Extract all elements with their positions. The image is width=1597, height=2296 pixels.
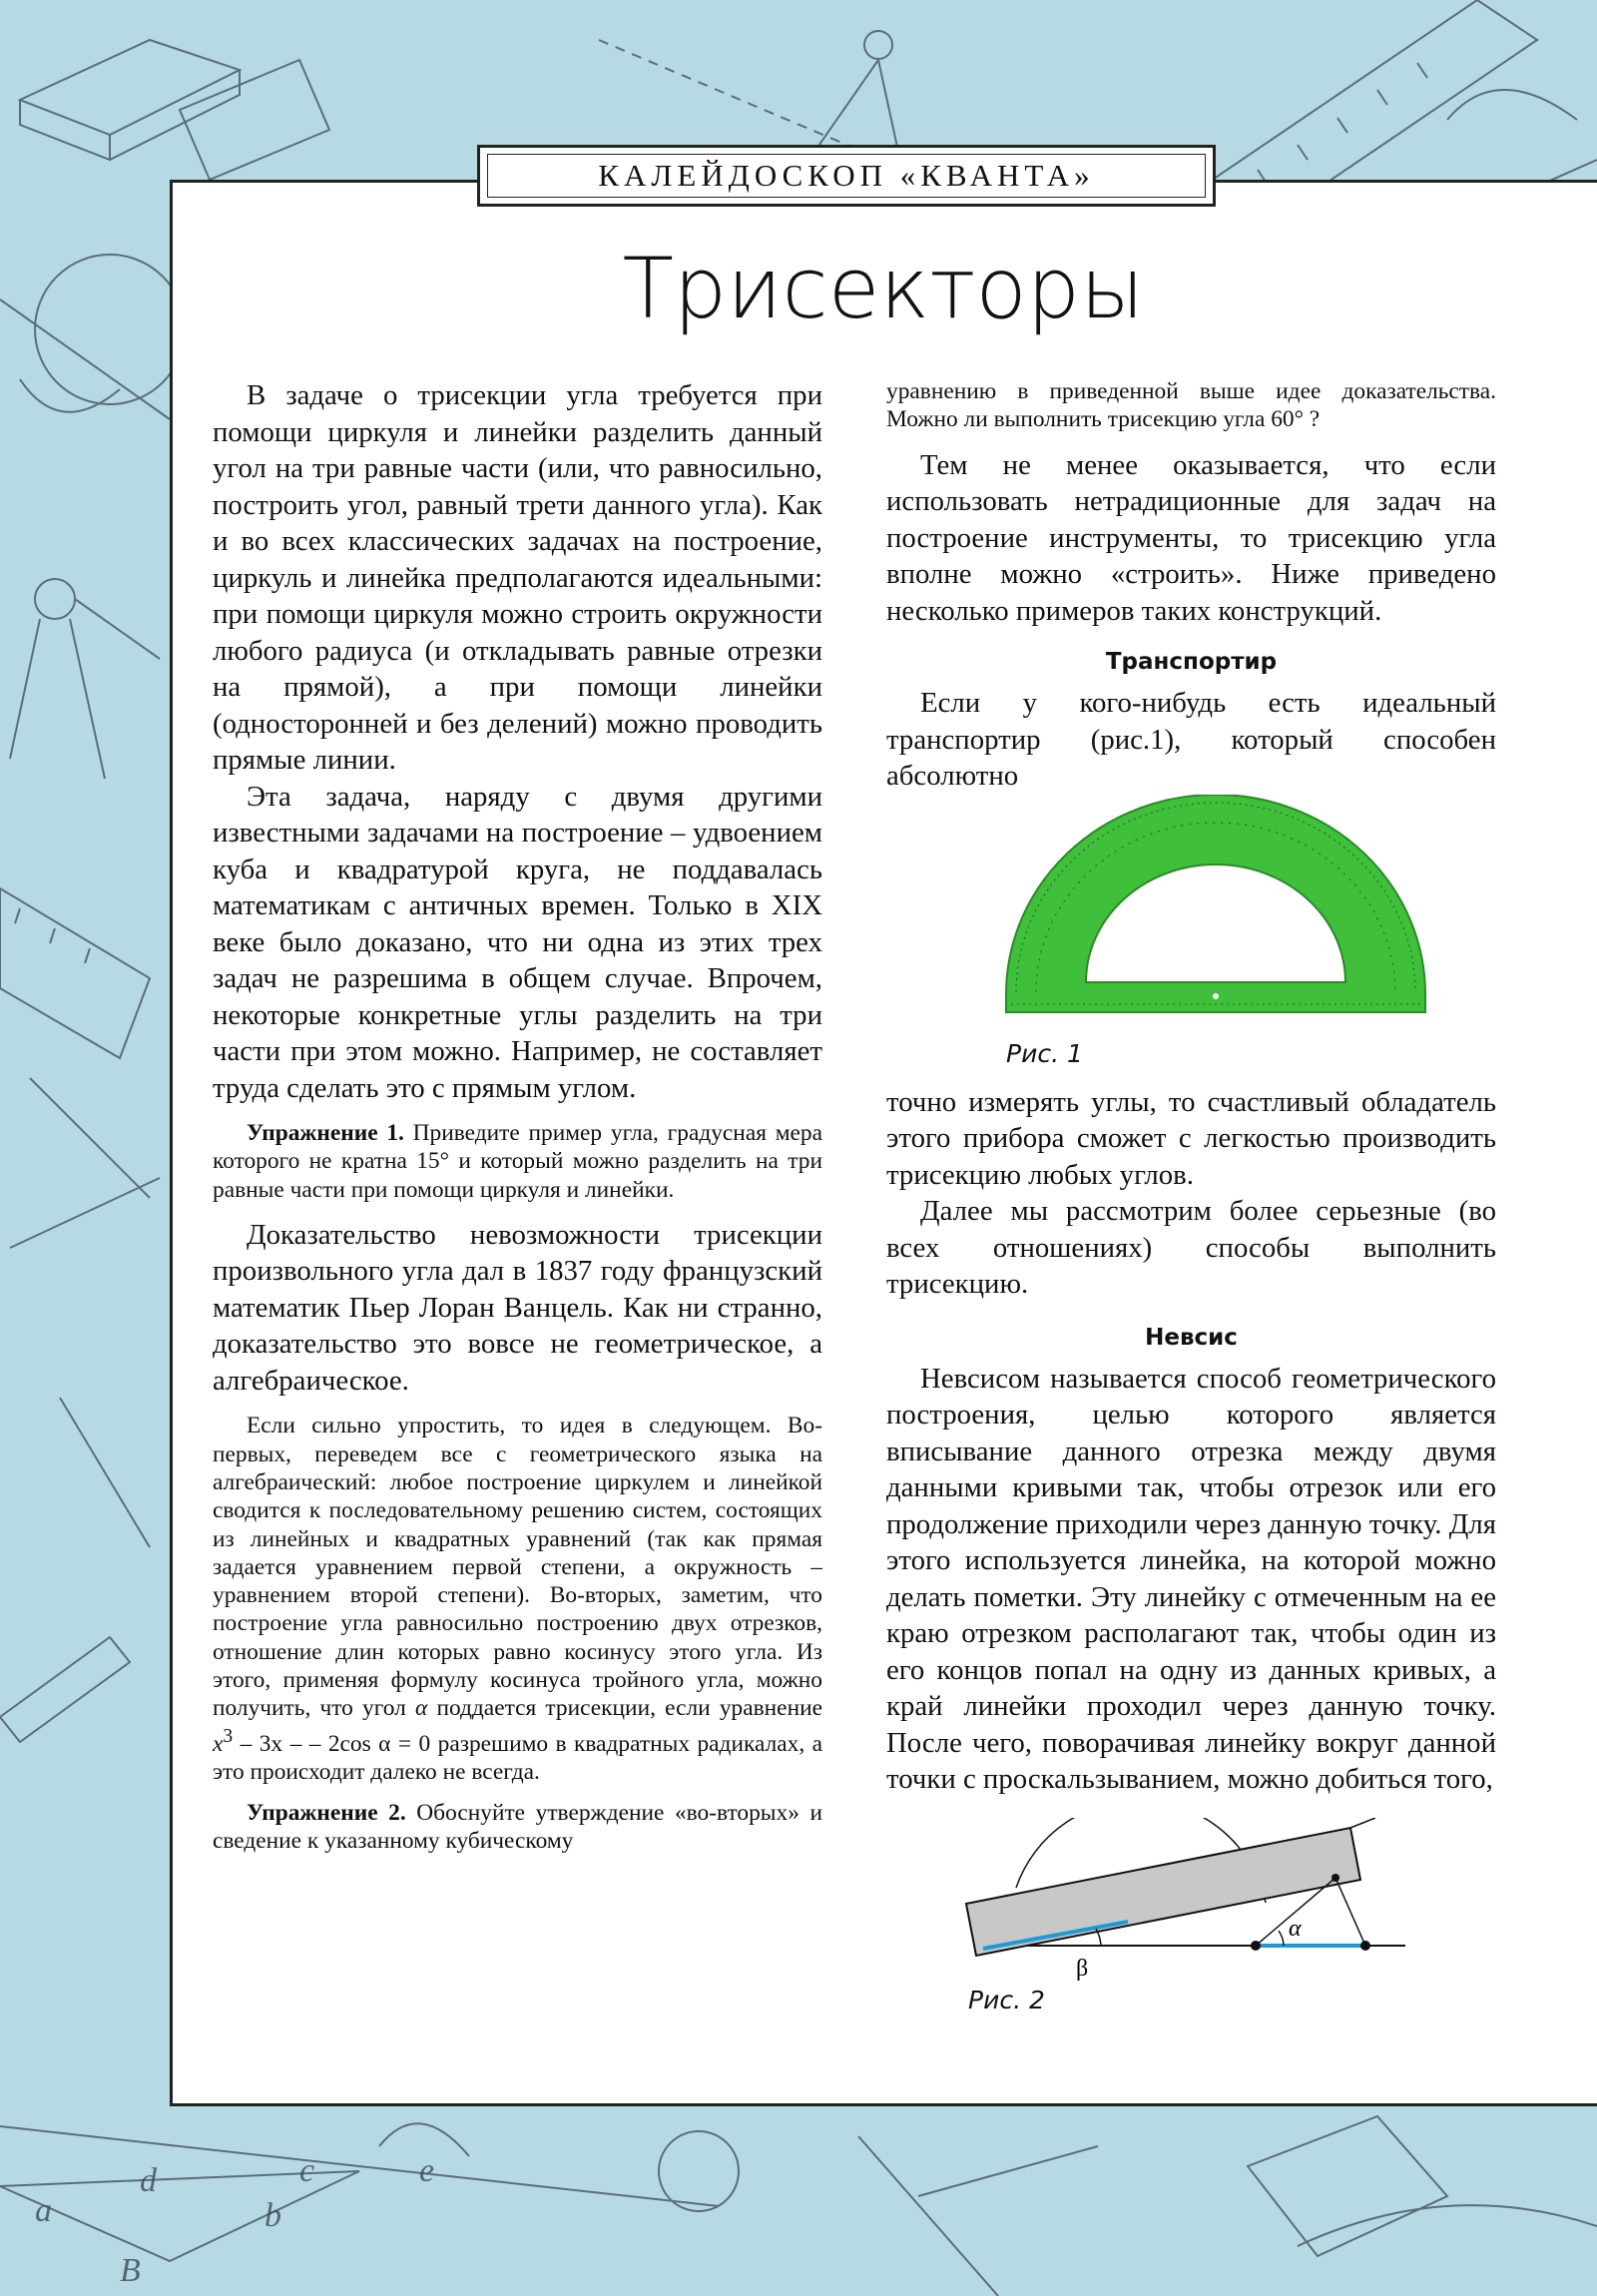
protractor-image	[886, 795, 1496, 1044]
left-column	[213, 377, 822, 1856]
alpha-label: α	[1289, 1915, 1302, 1942]
exercise-text: Обоснуйте утверждение «во-вторых» и сведение к указанному кубическому	[213, 1800, 822, 1855]
paragraph: Доказательство невозможности трисекции произвольного угла дал в 1837 году французский математик Пьер Лоран Ванцель. Как ни странно, доказательство это вовсе не геометрическое, а алгебраическое.	[213, 1218, 822, 1397]
equation-part: – 2cos α = 0	[308, 1730, 431, 1757]
figure-1-caption: Рис. 1	[1006, 1038, 1083, 1068]
svg-text:B: B	[120, 2252, 141, 2289]
exercise-1	[213, 1119, 822, 1204]
svg-text:b: b	[265, 2197, 281, 2234]
section-heading-protractor: Транспортир	[1105, 649, 1278, 676]
alpha-symbol: α	[415, 1695, 428, 1722]
figure-2	[886, 1818, 1496, 2017]
paragraph: Если у кого-нибудь есть идеальный транспортир (рис.1), который способен абсолютно	[886, 687, 1496, 793]
exercise-2	[213, 1799, 822, 1856]
svg-text:c: c	[299, 2152, 315, 2189]
figure-1	[886, 795, 1496, 1084]
right-column	[886, 377, 1496, 2017]
paragraph: Тем не менее оказывается, что если использовать нетрадиционные для задач на построение инструменты, то трисекцию угла вполне можно «строить». Ниже приведено несколько примеров таких конструкций.	[886, 448, 1496, 627]
text: Если сильно упростить, то идея в следующем. Во-первых, переведем все с геометрического языка на алгебраический: любое построение циркулем и линейкой сводится к последовательному решению систем, состоящих из линейных и квадратных уравнений (так как прямая задается уравнением первой степени, а окружность – уравнением второй степени). Во-вторых, заметим, что построение угла равносильно построению двух отрезков, отношение длин которых равно косинусу этого угла. Из этого, применяя формулу косинуса тройного угла, можно получить, что угол	[213, 1413, 822, 1722]
figure-2-caption: Рис. 2	[968, 1985, 1045, 2014]
svg-text:e: e	[419, 2152, 435, 2189]
section-heading-neusis: Невсис	[1145, 1324, 1238, 1351]
article-title: Трисекторы	[622, 240, 1145, 337]
paragraph: Далее мы рассмотрим более серьезные (во всех отношениях) способы выполнить трисекцию.	[886, 1195, 1496, 1301]
paragraph: В задаче о трисекции угла требуется при помощи циркуля и линейки разделить данный угол на три равные части (или, что равносильно, построить угол, равный трети данного угла). Как и во всех классических задачах на построение, циркуль и линейка предполагаются идеальными: при помощи циркуля можно строить окружности любого радиуса (и откладывать равные отрезки на прямой), а при помощи линейки (односторонней и без делений) можно проводить прямые линии.	[213, 379, 822, 776]
svg-text:d: d	[140, 2162, 157, 2199]
exercise-label: Упражнение 2.	[247, 1800, 406, 1827]
exercise-label: Упражнение 1.	[247, 1120, 404, 1146]
equation-var: x	[213, 1730, 224, 1757]
paragraph: уравнению в приведенной выше идее доказательства. Можно ли выполнить трисекцию угла 60° ?	[886, 378, 1496, 433]
text: разрешимо в квадратных радикалах, а это происходит далеко не всегда.	[213, 1730, 822, 1785]
rubric-box	[477, 145, 1216, 207]
equation-exponent: 3	[223, 1725, 234, 1747]
equation-part: – 3x –	[233, 1730, 302, 1757]
paragraph: точно измерять углы, то счастливый обладатель этого прибора сможет с легкостью производить трисекцию любых углов.	[886, 1085, 1496, 1191]
svg-text:a: a	[35, 2192, 52, 2229]
exercise-text: Приведите пример угла, градусная мера которого не кратна 15° и который можно разделить на три равные части при помощи циркуля и линейки.	[213, 1120, 822, 1203]
text: поддается трисекции, если уравнение	[427, 1695, 822, 1722]
paragraph: Невсисом называется способ геометрического построения, целью которого является вписывание данного отрезка между двумя данными кривыми так, чтобы отрезок или его продолжение приходили через данную точку. Для этого используется линейка, на которой можно делать пометки. Эту линейку с отмеченным на ее краю отрезком располагают так, чтобы один из его концов попал на одну из данных кривых, а край линейки проходил через данную точку. После чего, поворачивая линейку вокруг данной точки с проскальзыванием, можно добиться того,	[886, 1362, 1496, 1796]
rubric-label: КАЛЕЙДОСКОП «КВАНТА»	[487, 154, 1206, 198]
proof-sketch	[213, 1412, 822, 1786]
paragraph: Эта задача, наряду с двумя другими известными задачами на построение – удвоением куба и квадратурой круга, не поддавалась математикам с античных времен. Только в XIX веке было доказано, что ни одна из этих трех задач не разрешима в общем случае. Впрочем, некоторые конкретные углы разделить на три части при этом можно. Например, не составляет труда сделать это с прямым углом.	[213, 780, 822, 1104]
beta-label: β	[1076, 1955, 1089, 1982]
